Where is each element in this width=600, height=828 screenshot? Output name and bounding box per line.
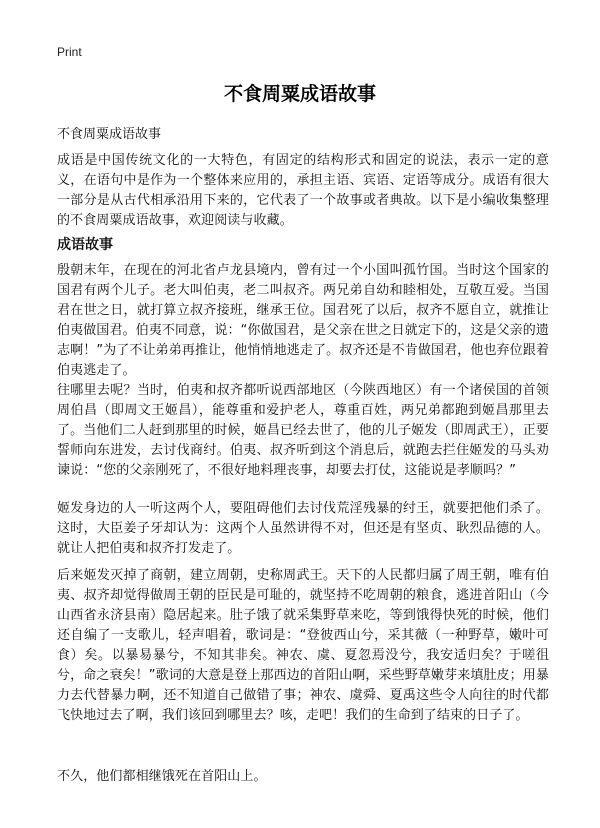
story-paragraph-4: 后来姬发灭掉了商朝，建立周朝，史称周武王。天下的人民都归属了周王朝，唯有伯夷、叔齐却觉得做周王朝的臣民是可耻的，就坚持不吃周朝的粮食，逃进首阳山（今山西省永济县南）隐居起来。肚子饿了就采集野草来吃，等到饿得快死的时候，他们还自编了一支歌儿，轻声唱着，歌词是：“登彼西山兮，采其薇（一种野草，嫩叶可食）矣。以暴易暴兮，不知其非矣。神农、虞、夏忽焉没兮，我安适归矣？于嗟徂兮，命之衰矣！”歌词的大意是登上那西边的首阳山啊，采些野草嫩芽来填肚皮；用暴力去代替暴力啊，还不知道自己做错了事；神农、虞舜、夏禹这些令人向往的时代都飞快地过去了啊，我们该回到哪里去？咳，走吧！我们的生命到了结束的日子了。 (57, 568, 549, 723)
story-paragraph-1: 殷朝末年，在现在的河北省卢龙县境内，曾有过一个小国叫孤竹国。当时这个国家的国君有两个儿子。老大叫伯夷，老二叫叔齐。两兄弟自幼和睦相处，互敬互爱。当国君在世之日，就打算立叔齐接班，继承王位。国君死了以后，叔齐不愿自立，就推让伯夷做国君。伯夷不同意，说：“你做国君，是父亲在世之日就定下的，这是父亲的遗志啊！”为了不让弟弟再推让，他悄悄地逃走了。叔齐还是不肯做国君，他也弃位跟着伯夷逃走了。 (57, 263, 549, 378)
story-paragraph-5: 不久，他们都相继饿死在首阳山上。 (57, 769, 267, 784)
story-paragraph-2: 往哪里去呢？当时，伯夷和叔齐都听说西部地区（今陕西地区）有一个诸侯国的首领周伯昌（即周文王姬昌），能尊重和爱护老人，尊重百姓，两兄弟都跑到姬昌那里去了。当他们二人赶到那里的时候，姬昌已经去世了，他的儿子姬发（即周武王），正要誓师向东进发，去讨伐商纣。伯夷、叔齐听到这个消息后，就跑去拦住姬发的马头劝谏说：“您的父亲刚死了，不很好地料理丧事，却要去打仗，这能说是孝顺吗？” (57, 383, 549, 478)
print-link[interactable]: Print (57, 45, 82, 59)
intro-paragraph: 成语是中国传统文化的一大特色，有固定的结构形式和固定的说法，表示一定的意义，在语句中是作为一个整体来应用的，承担主语、宾语、定语等成分。成语有很大一部分是从古代相承沿用下来的，它代表了一个故事或者典故。以下是小编收集整理的不食周粟成语故事，欢迎阅读与收藏。 (57, 153, 549, 228)
article-subtitle: 不食周粟成语故事 (57, 127, 162, 142)
story-paragraph-3: 姬发身边的人一听这两个人，要阻碍他们去讨伐荒淫残暴的纣王，就要把他们杀了。这时，大臣姜子牙却认为：这两个人虽然讲得不对，但还是有坚贞、耿烈品德的人。就让人把伯夷和叔齐打发走了。 (57, 501, 549, 556)
page-title: 不食周粟成语故事 (223, 83, 376, 105)
section-heading: 成语故事 (57, 237, 113, 253)
